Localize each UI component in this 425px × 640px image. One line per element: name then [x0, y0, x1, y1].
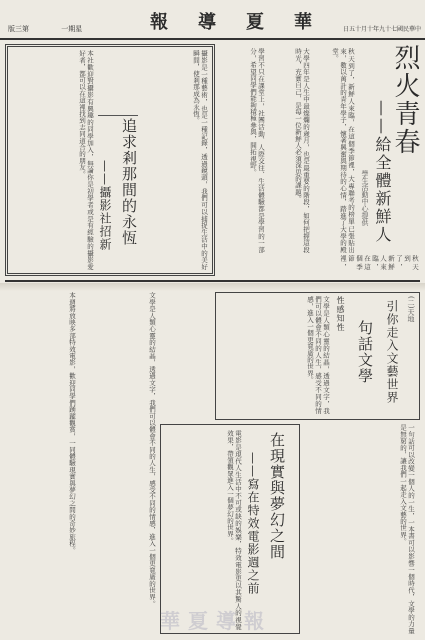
article1-tail: 秋天到了，新鮮人來臨，在這個季節裡，	[339, 255, 419, 270]
page-fold-shadow	[0, 283, 425, 291]
article2-col1: 攝影是一種藝術，也是一種記錄，透過鏡頭，我們可以捕捉生活中的美好瞬間，使剎那成為永恆。	[192, 50, 208, 270]
article1-author: 學生活動中心提供	[361, 170, 369, 226]
masthead-left	[8, 24, 112, 34]
article1-col3: 學習不只在課堂上，社團活動、人際交往、生活體驗都是學習的一部分，希望同學們能夠積極參與，開拓視野。	[249, 48, 265, 253]
article3-side: 性感知性	[336, 296, 345, 332]
masthead	[0, 0, 425, 40]
article1-col1: 秋天到了，新鮮人來臨，在這個季節裡，大專聯考的榜單已張貼出來，數以萬計的青年學子，懷著興奮與期待的心情，踏進了大學的殿堂。	[331, 48, 355, 253]
article3-col2: 一句話可以改變一個人的一生，一本書可以影響一個時代，文學的力量是無窮的，讓我們一起走入文藝的世界。	[399, 424, 415, 634]
article1-subtitle: ——給全體新鮮人	[373, 100, 392, 244]
issue-date: 日五十月十年九十七國民華中	[342, 26, 421, 33]
article3-col-extra: 文學是人類心靈的結晶，透過文字，我們可以體會不同的人生，感受不同的情感，進入一個更寬廣的世界。	[148, 292, 156, 607]
article4-col2: 本週將放映多部特效電影，歡迎同學們踴躍觀賞，一同體驗現實與夢幻之間的奇妙旅程。	[68, 292, 76, 554]
article4-subtitle: ——寫在特效電影週之前	[246, 452, 260, 595]
article3-kicker: 引你走入文藝世界	[385, 300, 399, 404]
page-number: 版三第	[8, 25, 29, 33]
article3-col1: 文學是人類心靈的結晶，透過文字，我們可以體會不同的人生，感受不同的情感，進入一個更寬廣的世界。	[306, 296, 330, 414]
article2-col2: 本社歡迎對攝影有興趣的同學加入，無論你是初學者或是有經驗的攝影愛好者，都可以在這裡找到志同道合的朋友。	[78, 50, 94, 270]
article4-col1: 電影是現代人生活中不可或缺的娛樂，特效電影更以其驚人的視覺效果，帶領觀眾進入一個夢幻的世界。	[226, 430, 242, 630]
watermark-stamp: 華夏導報	[160, 609, 272, 633]
article3-sub: (二)天地	[407, 296, 415, 323]
article4-title: 在現實與夢幻之間	[268, 432, 286, 560]
article3-title: 句話文學	[356, 320, 374, 384]
article2-subtitle: ——攝影社招新	[98, 160, 112, 251]
article2-rule	[98, 115, 138, 116]
newspaper-title: 報導夏華	[150, 12, 342, 33]
weekday: 一期星	[61, 25, 83, 33]
article1-col2: 大學四年是人生中最燦爛的歲月，也是最重要的階段，如何把握這段時光，充實自己，是每一位新鮮人必須深思的課題。	[294, 48, 310, 253]
mid-divider	[5, 280, 420, 282]
article2-title: 追求剎那間的永恆	[120, 118, 138, 246]
article1-title: 烈火青春	[390, 44, 420, 156]
